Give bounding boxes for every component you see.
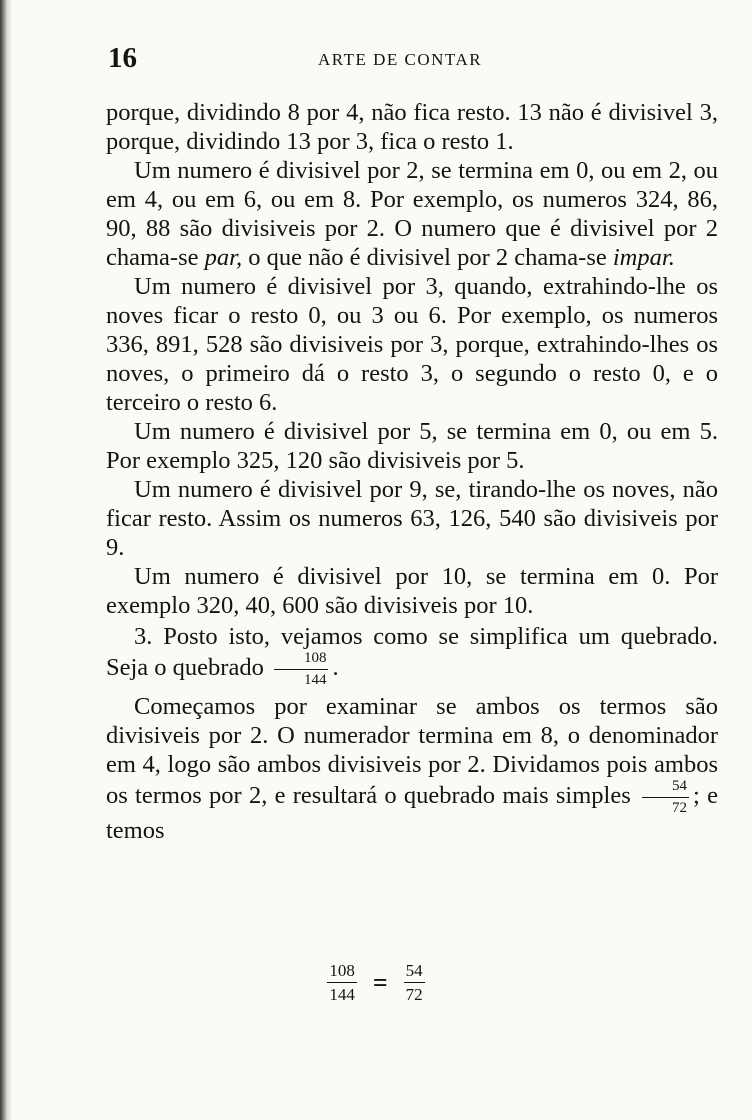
paragraph-2-text-a: Um numero é divisivel por 2, se termina em 0, ou em 2, ou em 4, ou em 6, ou em 8. Por exemplo, os numeros 324, 86, 90, 88 são divisiveis por 2. O numero que é divisivel por 2 chama-se — [106, 157, 718, 271]
equation-left-fraction — [327, 962, 357, 1003]
fraction-denominator: 72 — [672, 800, 688, 816]
page-header — [108, 42, 718, 78]
paragraph-2-text-b: o que não é divisivel por 2 chama-se — [242, 244, 613, 271]
fraction-denominator: 72 — [405, 985, 423, 1004]
fraction-108-144 — [274, 651, 329, 688]
fraction-numerator: 54 — [642, 779, 689, 798]
paragraph-section-3 — [106, 622, 718, 688]
term-impar: impar. — [612, 244, 675, 271]
paragraph-divisible-by-5 — [106, 417, 718, 475]
term-par: par, — [204, 244, 243, 271]
equals-sign: = — [372, 967, 388, 997]
fraction-denominator: 144 — [329, 985, 355, 1004]
equation — [0, 962, 752, 1003]
paragraph-6-text: Um numero é divisivel por 10, se termina em 0. Por exemplo 320, 40, 600 são divisiveis por 10. — [106, 563, 718, 619]
body-text — [106, 98, 718, 845]
paragraph-5-text: Um numero é divisivel por 9, se, tirando-lhe os noves, não ficar resto. Assim os numeros 63, 126, 540 são divisiveis por 9. — [106, 476, 718, 561]
equation-right-fraction — [404, 962, 425, 1003]
paragraph-1 — [106, 98, 718, 156]
fraction-54-72 — [642, 779, 689, 816]
fraction-numerator: 108 — [327, 962, 357, 983]
paragraph-7-text: 3. Posto isto, vejamos como se simplifica um quebrado. Seja o quebrado — [106, 623, 718, 682]
paragraph-7-end: . — [332, 654, 339, 682]
paragraph-simplify — [106, 692, 718, 845]
paragraph-8-text-b: ; e temos — [106, 782, 718, 844]
paragraph-divisible-by-2 — [106, 156, 718, 272]
paragraph-divisible-by-9 — [106, 475, 718, 562]
paragraph-1-text: porque, dividindo 8 por 4, não fica resto. 13 não é divisivel 3, porque, dividindo 13 por 3, fica o resto 1. — [106, 99, 718, 155]
running-title: ARTE DE CONTAR — [318, 50, 483, 69]
paragraph-divisible-by-10 — [106, 562, 718, 620]
fraction-numerator: 108 — [274, 651, 329, 670]
paragraph-3-text: Um numero é divisivel por 3, quando, extrahindo-lhe os noves ficar o resto 0, ou 3 ou 6. Por exemplo, os numeros 336, 891, 528 são divisiveis por 3, porque, extrahindo-lhes os noves, o primeiro dá o resto 3, o segundo o resto 0, e o terceiro o resto 6. — [106, 273, 718, 416]
fraction-numerator: 54 — [404, 962, 425, 983]
paragraph-4-text: Um numero é divisivel por 5, se termina em 0, ou em 5. Por exemplo 325, 120 são divisiveis por 5. — [106, 418, 718, 474]
paragraph-8-text-a: Começamos por examinar se ambos os termos são divisiveis por 2. O numerador termina em 8, o denominador em 4, logo são ambos divisiveis por 2. Dividamos pois ambos os termos por 2, e resultará o quebrado mais simples — [106, 693, 718, 810]
paragraph-divisible-by-3 — [106, 272, 718, 417]
page-number: 16 — [108, 42, 137, 74]
page-edge-shadow — [0, 0, 12, 1120]
fraction-denominator: 144 — [303, 672, 327, 688]
